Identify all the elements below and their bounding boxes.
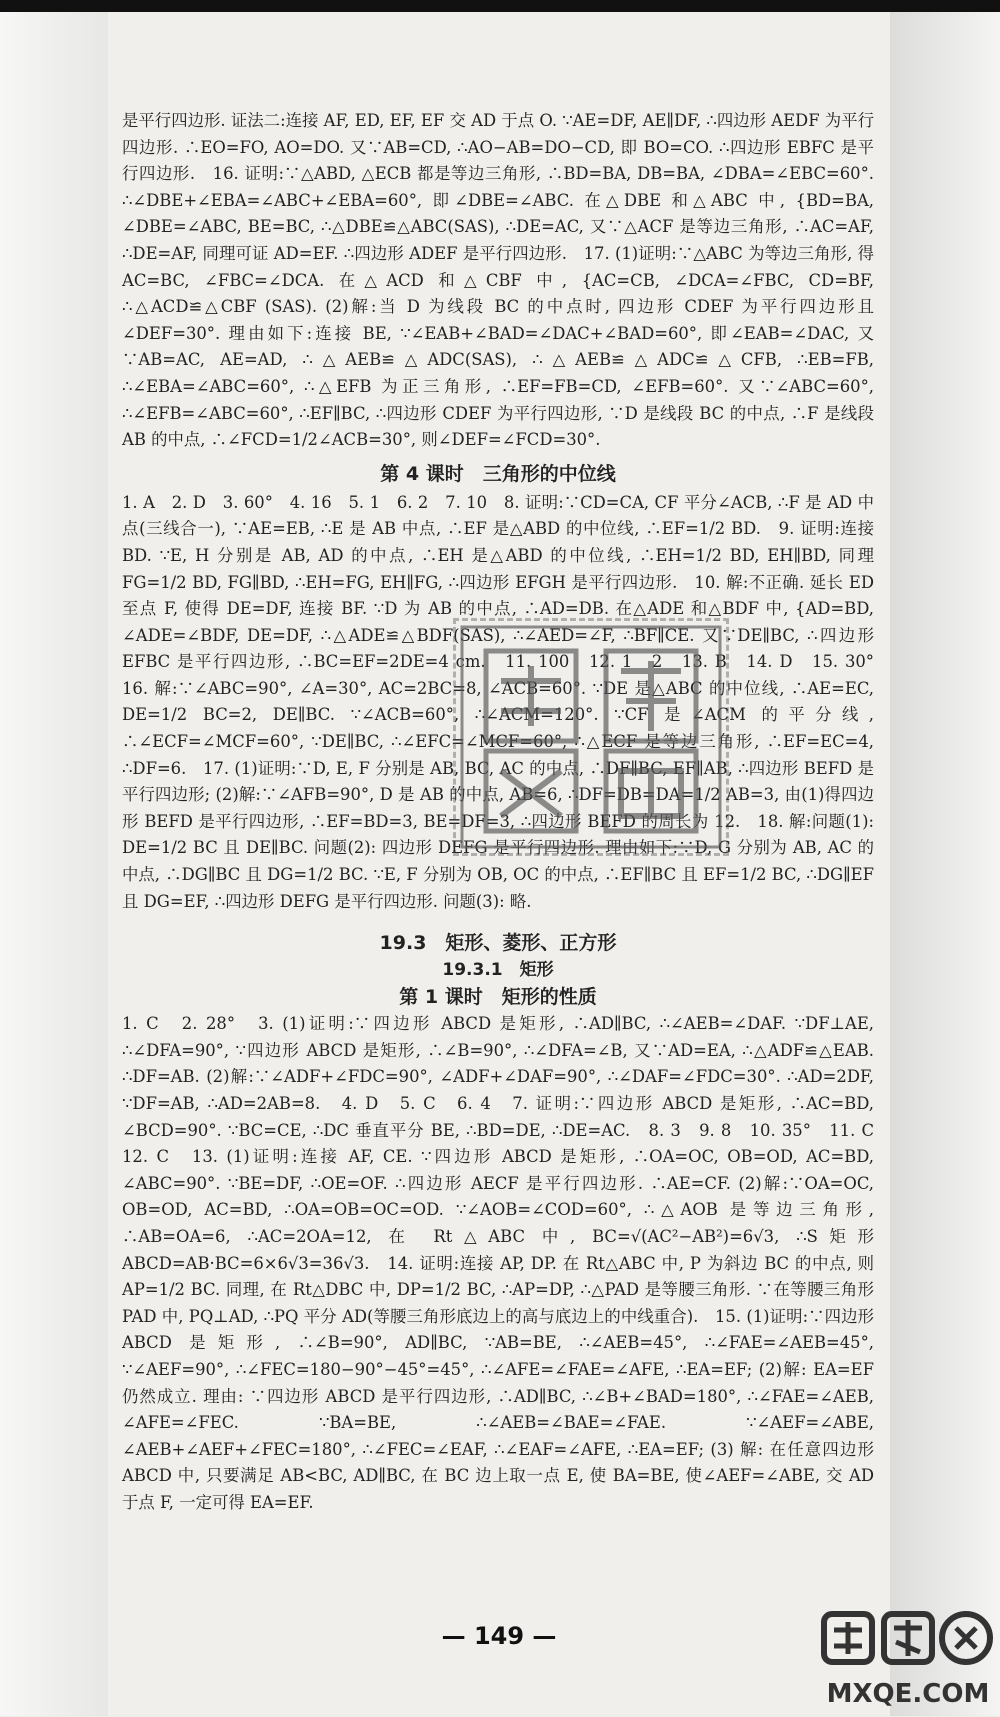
page-number: — 149 —	[441, 1622, 557, 1650]
stamp-graphic	[456, 621, 726, 853]
lesson-1-answers: 1. C 2. 28° 3. (1)证明:∵四边形 ABCD 是矩形, ∴AD∥BC, ∴∠AEB=∠DAF. ∵DF⊥AE, ∴∠DFA=90°, ∵四边形 ABCD 是矩形, ∴∠B=90°, ∴∠DFA=∠B, 又∵AD=EA, ∴△ADF≌△EAB. ∴DF=AB. (2)解:∵∠ADF+∠FDC=90°, ∠ADF+∠DAF=90°, ∴∠DAF=∠FDC=30°. ∴AD=2DF, ∵DF=AB, ∴AD=2AB=8. 4. D 5. C 6. 4 7. 证明:∵四边形 ABCD 是矩形, ∴AC=BD, ∠BCD=90°. ∵BC=CE, ∴DC 垂直平分 BE, ∴BD=DE, ∴DE=AC. 8. 3 9. 8 10. 35° 11. C 12. C 13. (1)证明:连接 AF, CE. ∵四边形 ABCD 是矩形, ∴OA=OC, OB=OD, AC=BD, ∠ABC=90°. ∵BE=DF, ∴OE=OF. ∴四边形 AECF 是平行四边形. ∴AE=CF. (2)解:∵OA=OC, OB=OD, AC=BD, ∴OA=OB=OC=OD. ∵∠AOB=∠COD=60°, ∴△AOB 是等边三角形, ∴AB=OA=6, ∴AC=2OA=12, 在 Rt△ABC 中, BC=√(AC²−AB²)=6√3, ∴S矩形ABCD=AB·BC=6×6√3=36√3. 14. 证明:连接 AP, DP. 在 Rt△ABC 中, P 为斜边 BC 的中点, 则 AP=1/2 BC. 同理, 在 Rt△DBC 中, DP=1/2 BC, ∴AP=DP, ∴△PAD 是等腰三角形. ∵在等腰三角形 PAD 中, PQ⊥AD, ∴PQ 平分 AD(等腰三角形底边上的高与底边上的中线重合). 15. (1)证明:∵四边形 ABCD 是矩形, ∴∠B=90°, AD∥BC, ∵AB=BE, ∴∠AEB=45°, ∴∠FAE=∠AEB=45°, ∵∠AEF=90°, ∴∠FEC=180−90°−45°=45°, ∴∠AFE=∠FAE=∠AFE, ∴EA=EF; (2)解: EA=EF 仍然成立. 理由: ∵四边形 ABCD 是平行四边形, ∴AD∥BC, ∴∠B+∠BAD=180°, ∴∠FAE=∠AEB, ∠AFE=∠FEC. ∵BA=BE, ∴∠AEB=∠BAE=∠FAE. ∵∠AEF=∠ABE, ∠AEB+∠AEF+∠FEC=180°, ∴∠FEC=∠EAF, ∴∠EAF=∠AFE, ∴EA=EF; (3) 解: 在任意四边形 ABCD 中, 只要满足 AB<BC, AD∥BC, 在 BC 边上取一点 E, 使 BA=BE, 使∠AEF=∠ABE, 交 AD 于点 F, 一定可得 EA=EF.	[122, 1014, 891, 1512]
section-title: 19.3.1 矩形	[442, 960, 554, 981]
top-dark-strip	[0, 0, 1000, 12]
book-page	[108, 12, 890, 1716]
answer-paragraph-continued: 是平行四边形. 证法二:连接 AF, ED, EF, EF 交 AD 于点 O. ∵AE=DF, AE∥DF, ∴四边形 AEDF 为平行四边形. ∴EO=FO, AO=DO. 又∵AB=CD, ∴AO−AB=DO−CD, 即 BO=CO. ∴四边形 EBFC 是平行四边形. 16. 证明:∵△ABD, △ECB 都是等边三角形, ∴BD=BA, DB=BA, ∠DBA=∠EBC=60°. ∴∠DBE+∠EBA=∠ABC+∠EBA=60°, 即∠DBE=∠ABC. 在△DBE 和△ABC 中, {BD=BA, ∠DBE=∠ABC, BE=BC, ∴△DBE≌△ABC(SAS), ∴DE=AC, 又∵△ACF 是等边三角形, ∴AC=AF, ∴DE=AF, 同理可证 AD=EF. ∴四边形 ADEF 是平行四边形. 17. (1)证明:∵△ABC 为等边三角形, 得 AC=BC, ∠FBC=∠DCA. 在△ACD 和△CBF 中, {AC=CB, ∠DCA=∠FBC, CD=BF, ∴△ACD≌△CBF (SAS). (2)解:当 D 为线段 BC 的中点时, 四边形 CDEF 为平行四边形且∠DEF=30°. 理由如下:连接 BE, ∵∠EAB+∠BAD=∠DAC+∠BAD=60°, 即∠EAB=∠DAC, 又∵AB=AC, AE=AD, ∴△AEB≌△ADC(SAS), ∴△AEB≌△ADC≌△CFB, ∴EB=FB, ∴∠EBA=∠ABC=60°, ∴△EFB 为正三角形, ∴EF=FB=CD, ∠EFB=60°. 又∵∠ABC=60°, ∴∠EFB=∠ABC=60°, ∴EF∥BC, ∴四边形 CDEF 为平行四边形, ∵D 是线段 BC 的中点, ∴F 是线段 AB 的中点, ∴∠FCD=1/2∠ACB=30°, 则∠DEF=∠FCD=30°.	[122, 111, 874, 450]
lesson-4-title: 第 4 课时 三角形的中位线	[380, 462, 616, 485]
left-margin	[0, 12, 108, 1716]
corner-logo	[820, 1606, 996, 1712]
lesson-1-title: 第 1 课时 矩形的性质	[399, 986, 597, 1009]
lesson-4-answers: 1. A 2. D 3. 60° 4. 16 5. 1 6. 2 7. 10 8. 证明:∵CD=CA, CF 平分∠ACB, ∴F 是 AD 中点(三线合一), ∵AE=EB, ∴E 是 AB 中点, ∴EF 是△ABD 的中位线, ∴EF=1/2 BD. 9. 证明:连接 BD. ∵E, H 分别是 AB, AD 的中点, ∴EH 是△ABD 的中位线, ∴EH=1/2 BD, EH∥BD, 同理 FG=1/2 BD, FG∥BD, ∴EH=FG, EH∥FG, ∴四边形 EFGH 是平行四边形. 10. 解:不正确. 延长 ED 至点 F, 使得 DE=DF, 连接 BF. ∵D 为 AB 的中点, ∴AD=DB. 在△ADE 和△BDF 中, {AD=BD, ∠ADE=∠BDF, DE=DF, ∴△ADE≌△BDF(SAS), ∴∠AED=∠F, ∴BF∥CE. 又∵DE∥BC, ∴四边形 EFBC 是平行四边形, ∴BC=EF=2DE=4 cm. 11. 100 12. 1 2 13. B 14. D 15. 30° 16. 解:∵∠ABC=90°, ∠A=30°, AC=2BC=8, ∠ACB=60°. ∵DE 是△ABC 的中位线, ∴AE=EC, DE=1/2 BC=2, DE∥BC. ∵∠ACB=60°, ∴∠ACM=120°. ∵CF 是∠ACM 的平分线, ∴∠ECF=∠MCF=60°, ∵DE∥BC, ∴∠EFC=∠MCF=60°, ∴△ECF 是等边三角形, ∴EF=EC=4, ∴DF=6. 17. (1)证明:∵D, E, F 分别是 AB, BC, AC 的中点, ∴DF∥BC, EF∥AB, ∴四边形 BEFD 是平行四边形; (2)解:∵∠AFB=90°, D 是 AB 的中点, AB=6, ∴DF=DB=DA=1/2 AB=3, 由(1)得四边形 BEFD 是平行四边形, ∴EF=BD=3, BE=DF=3, ∴四边形 BEFD 的周长为 12. 18. 解:问题(1): DE=1/2 BC 且 DE∥BC. 问题(2): 四边形 DEFG 是平行四边形. 理由如下:∵D, G 分别为 AB, AC 的中点, ∴DG∥BC 且 DG=1/2 BC. ∵E, F 分别为 OB, OC 的中点, ∴EF∥BC 且 EF=1/2 BC, ∴DG∥EF 且 DG=EF, ∴四边形 DEFG 是平行四边形. 问题(3): 略.	[122, 492, 891, 911]
watermark-stamp	[453, 618, 729, 856]
logo-url-text: MXQE.COM	[826, 1679, 990, 1709]
chapter-title: 19.3 矩形、菱形、正方形	[379, 932, 617, 955]
logo-graphic	[820, 1606, 996, 1712]
right-margin	[890, 12, 1000, 1716]
